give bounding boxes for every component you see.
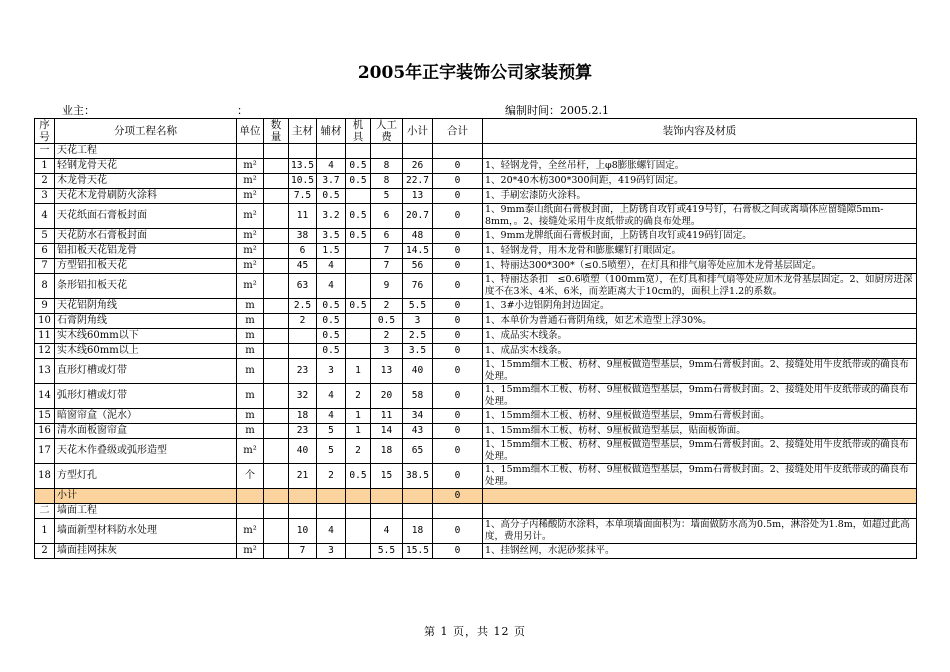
aux-material-cell: 3.5	[317, 229, 346, 244]
aux-material-cell: 3	[317, 359, 346, 384]
total-cell: 0	[433, 174, 483, 189]
section-row	[35, 144, 917, 159]
main-material-cell	[289, 344, 317, 359]
table-row	[35, 384, 917, 409]
unit-cell: m²	[237, 274, 264, 299]
subtotal-row	[35, 489, 917, 504]
table-row	[35, 229, 917, 244]
description-cell: 1、轻钢龙骨，全丝吊杆，上φ8膨胀螺钉固定。	[483, 159, 917, 174]
header-row	[35, 119, 917, 144]
tool-cell	[346, 274, 371, 299]
empty-cell	[289, 144, 317, 159]
main-material-cell: 11	[289, 204, 317, 229]
item-name: 条形铝扣板天花	[55, 274, 237, 299]
col-header: 小计	[403, 119, 433, 144]
subtotal-cell: 22.7	[403, 174, 433, 189]
total-cell: 0	[433, 204, 483, 229]
row-number: 1	[35, 159, 55, 174]
main-material-cell: 38	[289, 229, 317, 244]
row-number: 14	[35, 384, 55, 409]
empty-cell	[346, 144, 371, 159]
row-number: 11	[35, 329, 55, 344]
unit-cell: m	[237, 424, 264, 439]
aux-material-cell: 0.5	[317, 344, 346, 359]
tool-cell: 1	[346, 409, 371, 424]
subtotal-cell: 26	[403, 159, 433, 174]
labor-cell: 13	[371, 359, 403, 384]
labor-cell: 3	[371, 344, 403, 359]
section-number: 二	[35, 504, 55, 519]
row-number: 3	[35, 189, 55, 204]
tool-cell	[346, 189, 371, 204]
item-name: 轻钢龙骨天花	[55, 159, 237, 174]
section-name: 天花工程	[55, 144, 237, 159]
empty-cell	[264, 489, 289, 504]
unit-cell: m	[237, 409, 264, 424]
quantity-cell	[264, 519, 289, 544]
table-row	[35, 344, 917, 359]
labor-cell: 14	[371, 424, 403, 439]
table-row	[35, 409, 917, 424]
item-name: 铝扣板天花铝龙骨	[55, 244, 237, 259]
unit-cell: m²	[237, 229, 264, 244]
subtotal-cell: 3	[403, 314, 433, 329]
labor-cell: 5.5	[371, 544, 403, 559]
tool-cell	[346, 519, 371, 544]
table-row	[35, 464, 917, 489]
main-material-cell: 7	[289, 544, 317, 559]
total-cell: 0	[433, 189, 483, 204]
main-material-cell: 2	[289, 314, 317, 329]
budget-table	[34, 118, 917, 559]
subtotal-cell: 2.5	[403, 329, 433, 344]
page-title: 2005年正宇装饰公司家装预算	[357, 63, 593, 83]
row-number: 15	[35, 409, 55, 424]
aux-material-cell: 3	[317, 544, 346, 559]
quantity-cell	[264, 384, 289, 409]
aux-material-cell: 3.2	[317, 204, 346, 229]
labor-cell: 7	[371, 244, 403, 259]
item-name: 清水面板窗帘盒	[55, 424, 237, 439]
unit-cell: m	[237, 344, 264, 359]
col-header: 机具	[346, 119, 371, 144]
unit-cell: m²	[237, 519, 264, 544]
empty-cell	[237, 489, 264, 504]
empty-cell	[483, 489, 917, 504]
row-number: 17	[35, 439, 55, 464]
item-name: 天花铝阴角线	[55, 299, 237, 314]
col-header: 序号	[35, 119, 55, 144]
row-number: 9	[35, 299, 55, 314]
description-cell: 1、15mm细木工板、枋材、9厘板做造型基层，9mm石膏板封面。2、接缝处用牛皮纸带或的确良布处理。	[483, 384, 917, 409]
row-number: 8	[35, 274, 55, 299]
main-material-cell: 10	[289, 519, 317, 544]
quantity-cell	[264, 314, 289, 329]
empty-cell	[403, 489, 433, 504]
row-number: 2	[35, 174, 55, 189]
item-name: 天花防水石膏板封面	[55, 229, 237, 244]
description-cell: 1、挂钢丝网，水泥砂浆抹平。	[483, 544, 917, 559]
subtotal-cell: 38.5	[403, 464, 433, 489]
unit-cell: m²	[237, 159, 264, 174]
section-number: 一	[35, 144, 55, 159]
empty-cell	[317, 504, 346, 519]
tool-cell: 0.5	[346, 464, 371, 489]
unit-cell: m²	[237, 544, 264, 559]
description-cell: 1、轻钢龙骨，用木龙骨和膨胀螺钉打眼固定。	[483, 244, 917, 259]
col-header: 数量	[264, 119, 289, 144]
quantity-cell	[264, 244, 289, 259]
empty-cell	[237, 504, 264, 519]
description-cell: 1、3#小边铝阴角封边固定。	[483, 299, 917, 314]
empty-cell	[403, 144, 433, 159]
subtotal-cell: 34	[403, 409, 433, 424]
item-name: 直形灯槽或灯带	[55, 359, 237, 384]
description-cell: 1、高分子丙稀酸防水涂料，本单项墙面面积为：墙面做防水高为0.5m，淋浴处为1.8m，如超过此高度，费用另计。	[483, 519, 917, 544]
table-row	[35, 159, 917, 174]
labor-cell: 15	[371, 464, 403, 489]
unit-cell: m	[237, 359, 264, 384]
description-cell: 1、15mm细木工板、枋材、9厘板做造型基层，贴面板饰面。	[483, 424, 917, 439]
row-number: 6	[35, 244, 55, 259]
table-row	[35, 519, 917, 544]
unit-cell: m²	[237, 189, 264, 204]
tool-cell	[346, 544, 371, 559]
item-name: 天花木作叠级或弧形造型	[55, 439, 237, 464]
labor-cell: 0.5	[371, 314, 403, 329]
quantity-cell	[264, 329, 289, 344]
quantity-cell	[264, 229, 289, 244]
total-cell: 0	[433, 519, 483, 544]
empty-cell	[346, 504, 371, 519]
quantity-cell	[264, 174, 289, 189]
total-cell: 0	[433, 544, 483, 559]
col-header: 主材	[289, 119, 317, 144]
description-cell: 1、15mm细木工板、枋材、9厘板做造型基层，9mm石膏板封面。2、接缝处用牛皮纸带或的确良布处理。	[483, 439, 917, 464]
labor-cell: 7	[371, 259, 403, 274]
main-material-cell: 45	[289, 259, 317, 274]
total-cell: 0	[433, 344, 483, 359]
aux-material-cell: 2	[317, 464, 346, 489]
col-header: 分项工程名称	[55, 119, 237, 144]
empty-cell	[317, 144, 346, 159]
quantity-cell	[264, 344, 289, 359]
item-name: 方型铝扣板天花	[55, 259, 237, 274]
quantity-cell	[264, 189, 289, 204]
table-row	[35, 359, 917, 384]
subtotal-cell: 13	[403, 189, 433, 204]
aux-material-cell: 4	[317, 409, 346, 424]
row-number: 4	[35, 204, 55, 229]
table-row	[35, 299, 917, 314]
description-cell: 1、9mm龙牌纸面石膏板封面，上防锈自攻钉或419码钉固定。	[483, 229, 917, 244]
description-cell: 1、成品实木线条。	[483, 329, 917, 344]
section-name: 墙面工程	[55, 504, 237, 519]
aux-material-cell: 0.5	[317, 314, 346, 329]
total-cell: 0	[433, 244, 483, 259]
aux-material-cell: 5	[317, 424, 346, 439]
total-cell: 0	[433, 464, 483, 489]
main-material-cell: 18	[289, 409, 317, 424]
row-number: 10	[35, 314, 55, 329]
description-cell: 1、本单价为普通石膏阴角线，如艺术造型上浮30%。	[483, 314, 917, 329]
table-row	[35, 189, 917, 204]
total-cell: 0	[433, 299, 483, 314]
date-value: 2005.2.1	[560, 104, 609, 117]
total-cell: 0	[433, 259, 483, 274]
subtotal-label: 小计	[55, 489, 237, 504]
description-cell: 1、特丽达300*300*（≤0.5喷塑），在灯具和排气扇等处应加木龙骨基层固定。	[483, 259, 917, 274]
total-cell: 0	[433, 229, 483, 244]
item-name: 墙面新型材料防水处理	[55, 519, 237, 544]
subtotal-cell: 40	[403, 359, 433, 384]
labor-cell: 5	[371, 189, 403, 204]
col-header: 辅材	[317, 119, 346, 144]
item-name: 暗窗帘盒（泥水）	[55, 409, 237, 424]
main-material-cell: 13.5	[289, 159, 317, 174]
aux-material-cell: 4	[317, 259, 346, 274]
unit-cell: m	[237, 314, 264, 329]
unit-cell: m	[237, 329, 264, 344]
main-material-cell	[289, 329, 317, 344]
description-cell: 1、成品实木线条。	[483, 344, 917, 359]
table-row	[35, 244, 917, 259]
page-footer: 第 1 页，共 12 页	[424, 625, 526, 638]
subtotal-total: 0	[433, 489, 483, 504]
tool-cell	[346, 259, 371, 274]
row-number: 2	[35, 544, 55, 559]
item-name: 墙面挂网抹灰	[55, 544, 237, 559]
aux-material-cell: 5	[317, 439, 346, 464]
aux-material-cell: 0.5	[317, 299, 346, 314]
item-name: 天花木龙骨刷防火涂料	[55, 189, 237, 204]
description-cell: 1、15mm细木工板、枋材、9厘板做造型基层，9mm石膏板封面。	[483, 409, 917, 424]
empty-cell	[483, 504, 917, 519]
empty-cell	[289, 504, 317, 519]
quantity-cell	[264, 409, 289, 424]
row-number: 7	[35, 259, 55, 274]
unit-cell: m²	[237, 174, 264, 189]
aux-material-cell: 0.5	[317, 189, 346, 204]
empty-cell	[433, 504, 483, 519]
main-material-cell: 63	[289, 274, 317, 299]
aux-material-cell: 4	[317, 159, 346, 174]
row-number: 18	[35, 464, 55, 489]
tool-cell: 1	[346, 424, 371, 439]
quantity-cell	[264, 299, 289, 314]
main-material-cell: 23	[289, 424, 317, 439]
item-name: 木龙骨天花	[55, 174, 237, 189]
quantity-cell	[264, 424, 289, 439]
subtotal-cell: 20.7	[403, 204, 433, 229]
empty-cell	[264, 144, 289, 159]
tool-cell: 2	[346, 384, 371, 409]
unit-cell: m	[237, 299, 264, 314]
empty-cell	[403, 504, 433, 519]
aux-material-cell: 3.7	[317, 174, 346, 189]
total-cell: 0	[433, 274, 483, 299]
quantity-cell	[264, 204, 289, 229]
tool-cell: 0.5	[346, 229, 371, 244]
tool-cell	[346, 329, 371, 344]
quantity-cell	[264, 274, 289, 299]
quantity-cell	[264, 439, 289, 464]
labor-cell: 2	[371, 299, 403, 314]
date-field	[505, 102, 609, 118]
total-cell: 0	[433, 359, 483, 384]
empty-cell	[433, 144, 483, 159]
subtotal-cell: 5.5	[403, 299, 433, 314]
row-number: 16	[35, 424, 55, 439]
item-name: 石膏阴角线	[55, 314, 237, 329]
table-row	[35, 259, 917, 274]
col-header: 人工费	[371, 119, 403, 144]
empty-cell	[371, 489, 403, 504]
empty-cell	[317, 489, 346, 504]
aux-material-cell: 1.5	[317, 244, 346, 259]
main-material-cell: 2.5	[289, 299, 317, 314]
labor-cell: 4	[371, 519, 403, 544]
table-row	[35, 439, 917, 464]
total-cell: 0	[433, 314, 483, 329]
tool-cell: 0.5	[346, 204, 371, 229]
table-row	[35, 174, 917, 189]
subtotal-cell: 43	[403, 424, 433, 439]
total-cell: 0	[433, 384, 483, 409]
tool-cell: 0.5	[346, 174, 371, 189]
table-row	[35, 329, 917, 344]
empty-cell	[346, 489, 371, 504]
empty-cell	[483, 144, 917, 159]
total-cell: 0	[433, 159, 483, 174]
item-name: 天花纸面石膏板封面	[55, 204, 237, 229]
empty-cell	[35, 489, 55, 504]
subtotal-cell: 14.5	[403, 244, 433, 259]
col-header: 装饰内容及材质	[483, 119, 917, 144]
main-material-cell: 6	[289, 244, 317, 259]
labor-cell: 11	[371, 409, 403, 424]
labor-cell: 6	[371, 229, 403, 244]
labor-cell: 20	[371, 384, 403, 409]
labor-cell: 2	[371, 329, 403, 344]
unit-cell: m²	[237, 244, 264, 259]
labor-cell: 6	[371, 204, 403, 229]
tool-cell	[346, 344, 371, 359]
owner-colon: ：	[237, 104, 248, 117]
total-cell: 0	[433, 409, 483, 424]
table-row	[35, 424, 917, 439]
empty-cell	[289, 489, 317, 504]
subtotal-cell: 48	[403, 229, 433, 244]
empty-cell	[371, 144, 403, 159]
table-row	[35, 544, 917, 559]
unit-cell: 个	[237, 464, 264, 489]
unit-cell: m	[237, 384, 264, 409]
unit-cell: m²	[237, 259, 264, 274]
total-cell: 0	[433, 439, 483, 464]
tool-cell	[346, 244, 371, 259]
empty-cell	[264, 504, 289, 519]
main-material-cell: 10.5	[289, 174, 317, 189]
labor-cell: 18	[371, 439, 403, 464]
subtotal-cell: 3.5	[403, 344, 433, 359]
row-number: 12	[35, 344, 55, 359]
aux-material-cell: 4	[317, 384, 346, 409]
subtotal-cell: 76	[403, 274, 433, 299]
quantity-cell	[264, 544, 289, 559]
total-cell: 0	[433, 329, 483, 344]
date-label: 编制时间：	[505, 104, 560, 117]
section-row	[35, 504, 917, 519]
unit-cell: m²	[237, 204, 264, 229]
tool-cell	[346, 314, 371, 329]
empty-cell	[371, 504, 403, 519]
main-material-cell: 7.5	[289, 189, 317, 204]
description-cell: 1、15mm细木工板、枋材、9厘板做造型基层，9mm石膏板封面。2、接缝处用牛皮纸带或的确良布处理。	[483, 359, 917, 384]
quantity-cell	[264, 464, 289, 489]
quantity-cell	[264, 259, 289, 274]
aux-material-cell: 4	[317, 274, 346, 299]
aux-material-cell: 4	[317, 519, 346, 544]
owner-label: 业主：	[62, 104, 95, 117]
labor-cell: 8	[371, 159, 403, 174]
item-name: 实木线60mm以上	[55, 344, 237, 359]
description-cell: 1、15mm细木工板、枋材、9厘板做造型基层，9mm石膏板封面。2、接缝处用牛皮纸带或的确良布处理。	[483, 464, 917, 489]
item-name: 方型灯孔	[55, 464, 237, 489]
subtotal-cell: 15.5	[403, 544, 433, 559]
description-cell: 1、特丽达条扣 ≤0.6喷塑（100mm宽），在灯具和排气扇等处应加木龙骨基层固定。2、如厨房进深度不在3米、4米、6米，而差距离大于10cm的，面积上浮1.2的系数。	[483, 274, 917, 299]
item-name: 实木线60mm以下	[55, 329, 237, 344]
total-cell: 0	[433, 424, 483, 439]
main-material-cell: 40	[289, 439, 317, 464]
labor-cell: 9	[371, 274, 403, 299]
tool-cell: 2	[346, 439, 371, 464]
table-row	[35, 204, 917, 229]
subtotal-cell: 56	[403, 259, 433, 274]
main-material-cell: 32	[289, 384, 317, 409]
labor-cell: 8	[371, 174, 403, 189]
row-number: 13	[35, 359, 55, 384]
tool-cell: 0.5	[346, 159, 371, 174]
tool-cell: 1	[346, 359, 371, 384]
description-cell: 1、9mm泰山纸面石膏板封面，上防锈自攻钉或419号钉，石膏板之间或离墙体应留缝隙5mm-8mm，。2、接缝处采用牛皮纸带或的确良布处理。	[483, 204, 917, 229]
quantity-cell	[264, 359, 289, 384]
main-material-cell: 23	[289, 359, 317, 384]
table-row	[35, 274, 917, 299]
row-number: 5	[35, 229, 55, 244]
subtotal-cell: 58	[403, 384, 433, 409]
item-name: 弧形灯槽或灯带	[55, 384, 237, 409]
description-cell: 1、20*40木枋300*300间距，419码钉固定。	[483, 174, 917, 189]
subtotal-cell: 65	[403, 439, 433, 464]
col-header: 合计	[433, 119, 483, 144]
quantity-cell	[264, 159, 289, 174]
subtotal-cell: 18	[403, 519, 433, 544]
row-number: 1	[35, 519, 55, 544]
col-header: 单位	[237, 119, 264, 144]
aux-material-cell: 0.5	[317, 329, 346, 344]
empty-cell	[237, 144, 264, 159]
table-row	[35, 314, 917, 329]
unit-cell: m²	[237, 439, 264, 464]
description-cell: 1、手刷宏漆防火涂料。	[483, 189, 917, 204]
tool-cell: 0.5	[346, 299, 371, 314]
main-material-cell: 21	[289, 464, 317, 489]
